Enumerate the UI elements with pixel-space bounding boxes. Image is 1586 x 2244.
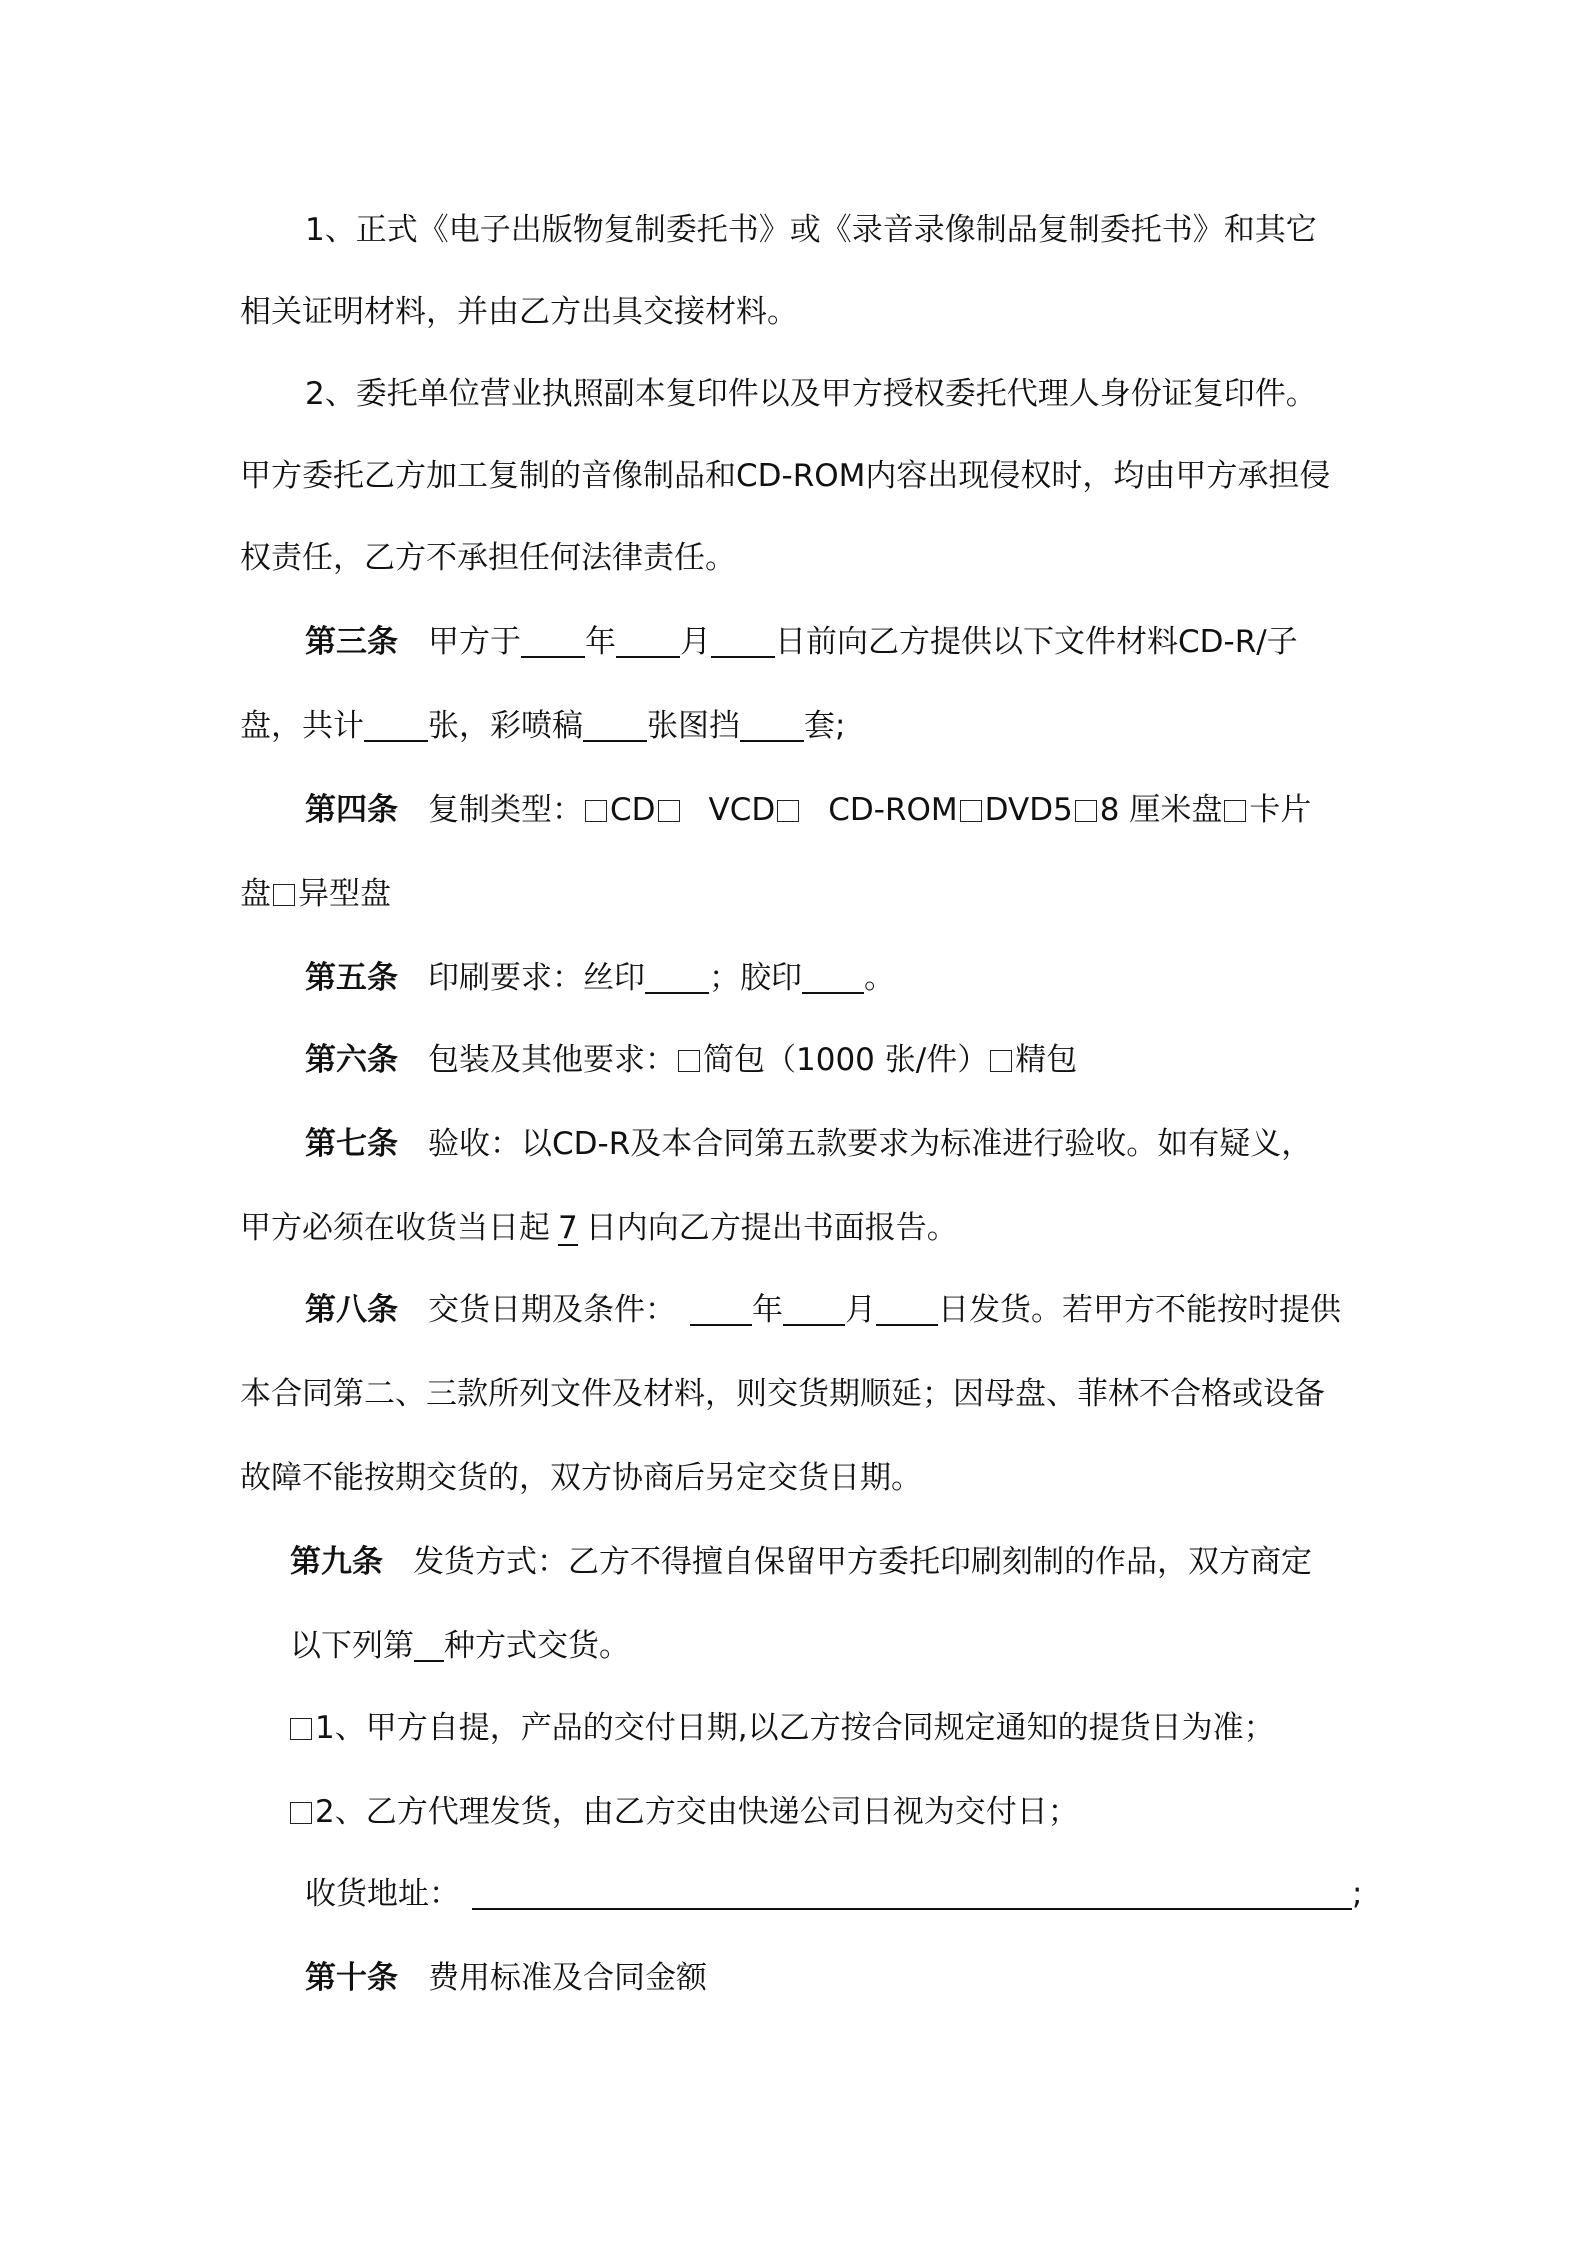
article-3-line2 (240, 704, 845, 748)
article-text: 月 (845, 1292, 876, 1328)
address-line (305, 1872, 1362, 1916)
address-label: 收货地址： (305, 1876, 460, 1912)
article-3-line1 (305, 620, 1298, 664)
disc-count-blank[interactable] (364, 710, 428, 742)
article-title: 第十条 (305, 1960, 398, 1996)
checkbox-shaped[interactable] (273, 884, 295, 906)
article-text: 包装及其他要求： (428, 1042, 676, 1078)
article-text: 月 (680, 624, 711, 660)
article-text: 。 (864, 960, 895, 996)
article-5 (305, 956, 895, 1000)
article-text: ; (1352, 1876, 1363, 1912)
article-text: 日发货。若甲方不能按时提供 (938, 1292, 1341, 1328)
article-9-line2 (290, 1624, 630, 1668)
option-label: VCD (708, 792, 776, 828)
article-text: 套; (804, 708, 846, 744)
article-8-line3 (240, 1456, 922, 1500)
article-text: 年 (752, 1292, 783, 1328)
article-text: ；胶印 (709, 960, 802, 996)
option-label: 精包 (1015, 1042, 1078, 1078)
article-8-line2 (240, 1372, 1325, 1416)
clause-text: 相关证明材料，并由乙方出具交接材料。 (240, 294, 798, 330)
checkbox-courier[interactable] (290, 1802, 312, 1824)
checkbox-self-pickup[interactable] (290, 1718, 312, 1740)
checkbox-card[interactable] (1224, 800, 1246, 822)
article-4-line2 (240, 872, 391, 916)
clause-text: 2、委托单位营业执照副本复印件以及甲方授权委托代理人身份证复印件。 (305, 376, 1317, 412)
clause-text: 权责任，乙方不承担任何法律责任。 (240, 540, 736, 576)
article-7-line2 (240, 1206, 958, 1250)
clause-item2 (305, 372, 1317, 416)
clause-text: 甲方委托乙方加工复制的音像制品和CD-ROM内容出现侵权时，均由甲方承担侵 (240, 458, 1331, 494)
article-7-line1 (305, 1122, 1312, 1166)
option-label: DVD5 (984, 792, 1073, 828)
clause-text: 1、正式《电子出版物复制委托书》或《录音录像制品复制委托书》和其它 (305, 212, 1317, 248)
article-title: 第六条 (305, 1042, 398, 1078)
clause-item1-line2 (240, 290, 798, 334)
day-blank[interactable] (711, 626, 775, 658)
article-text: 年 (585, 624, 616, 660)
article-title: 第九条 (290, 1544, 383, 1580)
article-9-line1 (290, 1540, 1312, 1584)
clause-item1-line1 (305, 208, 1317, 252)
offset-print-blank[interactable] (802, 962, 864, 994)
article-title: 第四条 (305, 792, 398, 828)
checkbox-simple-pack[interactable] (678, 1050, 700, 1072)
clause-infringe-line1 (240, 454, 1330, 498)
article-8-line1 (305, 1288, 1341, 1332)
checkbox-fine-pack[interactable] (990, 1050, 1012, 1072)
delivery-year-blank[interactable] (690, 1294, 752, 1326)
option-label: 异型盘 (298, 876, 391, 912)
article-text: 盘，共计 (240, 708, 364, 744)
clause-infringe-line2 (240, 536, 736, 580)
option-label: 卡片 (1249, 792, 1312, 828)
silk-print-blank[interactable] (645, 962, 709, 994)
color-draft-blank[interactable] (583, 710, 647, 742)
article-text: 印刷要求：丝印 (428, 960, 645, 996)
article-text: 本合同第二、三款所列文件及材料，则交货期顺延；因母盘、菲林不合格或设备 (240, 1376, 1325, 1412)
option-label: 2、乙方代理发货，由乙方交由快递公司日视为交付日； (315, 1794, 1079, 1830)
article-text: 种方式交货。 (444, 1628, 630, 1664)
article-text: 复制类型： (428, 792, 583, 828)
option-label: CD (610, 792, 656, 828)
option-label: CD-ROM (828, 792, 958, 828)
year-blank[interactable] (521, 626, 585, 658)
option-label: 8 厘米盘 (1099, 792, 1223, 828)
article-6 (305, 1038, 1077, 1082)
article-text: 交货日期及条件： (428, 1292, 676, 1328)
option-label: 简包（1000 张/件） (703, 1042, 989, 1078)
option-label: 1、甲方自提，产品的交付日期,以乙方按合同规定通知的提货日为准； (315, 1710, 1275, 1746)
article-title: 第五条 (305, 960, 398, 996)
article-9-option2 (290, 1790, 1079, 1834)
method-number-blank[interactable] (414, 1630, 444, 1662)
article-text: 以下列第 (290, 1628, 414, 1664)
article-10 (305, 1956, 707, 2000)
set-count-blank[interactable] (740, 710, 804, 742)
article-title: 第七条 (305, 1126, 398, 1162)
article-text: 甲方必须在收货当日起 (240, 1210, 550, 1246)
option-label: 盘 (240, 876, 271, 912)
article-text: 甲方于 (428, 624, 521, 660)
article-text: 费用标准及合同金额 (428, 1960, 707, 1996)
delivery-day-blank[interactable] (876, 1294, 938, 1326)
days-value[interactable]: 7 (558, 1210, 578, 1246)
checkbox-cd-rom[interactable] (777, 800, 799, 822)
article-title: 第八条 (305, 1292, 398, 1328)
article-text: 故障不能按期交货的，双方协商后另定交货日期。 (240, 1460, 922, 1496)
month-blank[interactable] (616, 626, 680, 658)
article-title: 第三条 (305, 624, 398, 660)
checkbox-8cm[interactable] (1075, 800, 1097, 822)
article-text: 日前向乙方提供以下文件材料CD-R/子 (775, 624, 1298, 660)
checkbox-dvd5[interactable] (960, 800, 982, 822)
article-text: 验收：以CD-R及本合同第五款要求为标准进行验收。如有疑义， (428, 1126, 1313, 1162)
address-input[interactable] (472, 1878, 1352, 1910)
article-4-line1 (305, 788, 1311, 832)
checkbox-vcd[interactable] (658, 800, 680, 822)
article-text: 张，彩喷稿 (428, 708, 583, 744)
delivery-month-blank[interactable] (783, 1294, 845, 1326)
article-text: 日内向乙方提出书面报告。 (585, 1210, 958, 1246)
checkbox-cd[interactable] (585, 800, 607, 822)
article-text: 张图挡 (647, 708, 740, 744)
article-text: 发货方式：乙方不得擅自保留甲方委托印刷刻制的作品，双方商定 (413, 1544, 1312, 1580)
article-9-option1 (290, 1706, 1275, 1750)
